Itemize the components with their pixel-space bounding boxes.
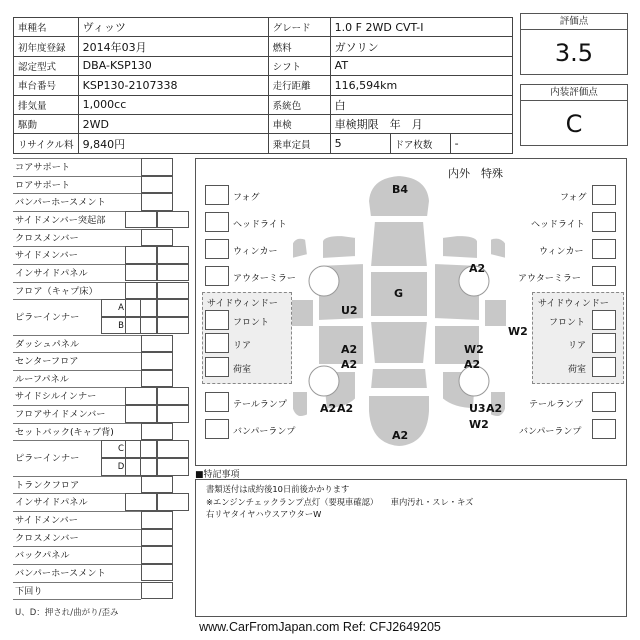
- info-key: 排気量: [14, 95, 79, 114]
- frame-part-label: トランクフロア: [13, 476, 141, 494]
- notes-title: ■特記事項: [195, 470, 240, 480]
- info-row: [14, 37, 513, 56]
- frame-check-box[interactable]: [141, 352, 173, 370]
- frame-part-label: サイドメンバー: [13, 511, 141, 529]
- info-key: 乗車定員: [268, 134, 330, 153]
- pillar-sub-label: A: [101, 299, 141, 317]
- frame-check-box[interactable]: [125, 264, 157, 282]
- info-key: 車台番号: [14, 76, 79, 95]
- info-key: 車種名: [14, 18, 79, 37]
- right-bumper-lamp-label: バンパーランプ: [519, 427, 582, 437]
- damage-hood: B4: [392, 183, 409, 196]
- info-key: 駆動: [14, 114, 79, 133]
- frame-part-label: フロア（キャプ床）: [13, 282, 141, 300]
- frame-check-box[interactable]: [141, 158, 173, 176]
- frame-part-label: ピラーインナー: [13, 299, 101, 334]
- frame-check-box[interactable]: [157, 458, 189, 476]
- interior-score-value: C: [520, 100, 628, 146]
- info-key: 系統色: [268, 95, 330, 114]
- frame-table-bottom-rule: [13, 599, 141, 600]
- damage-rear-bumper: A2: [392, 429, 409, 442]
- frame-check-box[interactable]: [141, 511, 173, 529]
- left-fog-label: フォグ: [233, 193, 260, 203]
- frame-part-label: インサイドパネル: [13, 264, 141, 282]
- score-value: 3.5: [520, 29, 628, 75]
- notes-line-3: 右リヤタイヤハウスアウターW: [206, 509, 322, 519]
- frame-check-box[interactable]: [125, 246, 157, 264]
- damage-left-mid-2: A2: [341, 358, 358, 371]
- frame-part-label: コアサポート: [13, 158, 141, 176]
- left-tail-label: テールランプ: [233, 400, 287, 410]
- right-sw-rear-label: リア: [568, 341, 587, 351]
- info-row: [14, 56, 513, 75]
- info-key: 燃料: [268, 37, 330, 56]
- left-fog-check[interactable]: [205, 185, 229, 205]
- info-key: 初年度登録: [14, 37, 79, 56]
- info-key: 走行距離: [268, 76, 330, 95]
- left-sw-front-label: フロント: [233, 318, 270, 328]
- damage-left-front-door: U2: [341, 304, 358, 317]
- right-sw-cargo-label: 荷室: [568, 365, 587, 375]
- frame-part-label: サイドメンバー突起部: [13, 211, 141, 229]
- left-sw-cargo-label: 荷室: [233, 365, 252, 375]
- frame-check-box[interactable]: [125, 493, 157, 511]
- damage-right-rear-w2: W2: [469, 418, 489, 431]
- diagram-title: 内外 特殊: [448, 167, 503, 180]
- info-row: [14, 76, 513, 95]
- left-winker-label: ウィンカー: [233, 247, 278, 257]
- frame-part-label: サイドシルインナー: [13, 387, 141, 405]
- right-bumper-lamp-check[interactable]: [592, 419, 616, 439]
- info-value: 116,594km: [330, 76, 512, 95]
- info-row: [14, 134, 513, 153]
- right-sw-front-check[interactable]: [592, 310, 616, 330]
- notes-box: [195, 479, 627, 617]
- left-bumper-lamp-check[interactable]: [205, 419, 229, 439]
- left-sw-cargo-check[interactable]: [205, 357, 229, 377]
- left-sw-front-check[interactable]: [205, 310, 229, 330]
- left-tail-check[interactable]: [205, 392, 229, 412]
- frame-check-box[interactable]: [141, 529, 173, 547]
- left-headlight-check[interactable]: [205, 212, 229, 232]
- frame-check-box[interactable]: [125, 211, 157, 229]
- frame-check-box[interactable]: [141, 335, 173, 353]
- frame-part-label: フロアサイドメンバー: [13, 405, 141, 423]
- frame-check-box[interactable]: [157, 264, 189, 282]
- frame-check-box[interactable]: [141, 582, 173, 600]
- frame-check-box[interactable]: [157, 405, 189, 423]
- score-label: 評価点: [520, 13, 628, 30]
- info-value: AT: [330, 56, 512, 75]
- frame-check-box[interactable]: [157, 317, 189, 335]
- frame-part-label: バンパーホースメント: [13, 193, 141, 211]
- info-value: DBA-KSP130: [78, 56, 268, 75]
- frame-part-label: 下回り: [13, 582, 141, 600]
- right-headlight-check[interactable]: [592, 212, 616, 232]
- info-row: [14, 95, 513, 114]
- frame-part-label: ピラーインナー: [13, 440, 101, 475]
- info-value: 5: [330, 134, 390, 153]
- frame-part-label: セットバック(キャブ背): [13, 423, 141, 441]
- damage-right-mid-1: W2: [464, 343, 484, 356]
- interior-score-label: 内装評価点: [520, 84, 628, 101]
- frame-check-box[interactable]: [157, 387, 189, 405]
- frame-check-box[interactable]: [157, 282, 189, 300]
- frame-part-label: バックパネル: [13, 546, 141, 564]
- right-winker-check[interactable]: [592, 239, 616, 259]
- info-row: [14, 114, 513, 133]
- info-key: 車検: [268, 114, 330, 133]
- left-side-window-title: サイドウィンドー: [207, 299, 278, 309]
- frame-part-label: インサイドパネル: [13, 493, 141, 511]
- right-mirror-label: アウターミラー: [518, 274, 581, 284]
- notes-line-2: ※エンジンチェックランプ点灯（要現車確認） 車内汚れ・スレ・キズ: [206, 496, 474, 507]
- damage-right-front-fender: A2: [469, 262, 486, 275]
- info-key: シフト: [268, 56, 330, 75]
- frame-check-box[interactable]: [157, 211, 189, 229]
- info-value: 車検期限 年 月: [330, 114, 512, 133]
- frame-check-box[interactable]: [141, 193, 173, 211]
- info-key: リサイクル料: [14, 134, 79, 153]
- frame-check-box[interactable]: [141, 370, 173, 388]
- pillar-sub-label: B: [101, 317, 141, 335]
- door-count-value: -: [450, 134, 512, 153]
- frame-check-box[interactable]: [141, 423, 173, 441]
- left-mirror-label: アウターミラー: [233, 274, 296, 284]
- info-value: 2WD: [78, 114, 268, 133]
- info-key: 認定型式: [14, 56, 79, 75]
- info-value: 1,000cc: [78, 95, 268, 114]
- frame-check-box[interactable]: [125, 387, 157, 405]
- frame-check-box[interactable]: [125, 282, 157, 300]
- damage-left-rear-1: A2: [320, 402, 337, 415]
- frame-part-label: バンパーホースメント: [13, 564, 141, 582]
- frame-check-box[interactable]: [141, 564, 173, 582]
- frame-legend: U、D：押され/曲がり/歪み: [15, 608, 119, 618]
- frame-part-label: ロアサポート: [13, 176, 141, 194]
- left-mirror-check[interactable]: [205, 266, 229, 286]
- frame-check-box[interactable]: [141, 476, 173, 494]
- frame-check-box[interactable]: [157, 440, 189, 458]
- frame-check-box[interactable]: [125, 317, 157, 335]
- right-tail-check[interactable]: [592, 392, 616, 412]
- pillar-sub-label: D: [101, 458, 141, 476]
- frame-part-label: ルーフパネル: [13, 370, 141, 388]
- right-winker-label: ウィンカー: [539, 247, 584, 257]
- frame-check-box[interactable]: [141, 546, 173, 564]
- info-value: ガソリン: [330, 37, 512, 56]
- frame-check-box[interactable]: [157, 246, 189, 264]
- frame-part-label: クロスメンバー: [13, 229, 141, 247]
- frame-part-label: クロスメンバー: [13, 529, 141, 547]
- right-headlight-label: ヘッドライト: [531, 220, 585, 230]
- right-fog-label: フォグ: [560, 193, 587, 203]
- frame-part-label: ダッシュパネル: [13, 335, 141, 353]
- right-tail-label: テールランプ: [529, 400, 583, 410]
- left-bumper-lamp-label: バンパーランプ: [233, 427, 296, 437]
- frame-check-box[interactable]: [125, 440, 157, 458]
- info-value: KSP130-2107338: [78, 76, 268, 95]
- frame-check-box[interactable]: [125, 458, 157, 476]
- damage-left-mid-1: A2: [341, 343, 358, 356]
- frame-check-box[interactable]: [125, 299, 157, 317]
- info-value: 2014年03月: [78, 37, 268, 56]
- damage-right-front-door: W2: [508, 325, 528, 338]
- damage-right-rear-a2: A2: [486, 402, 503, 415]
- car-diagram: [195, 158, 627, 466]
- right-side-window-title: サイドウィンドー: [538, 299, 609, 309]
- damage-left-rear-2: A2: [337, 402, 354, 415]
- info-value: 白: [330, 95, 512, 114]
- info-row: [14, 18, 513, 37]
- left-headlight-label: ヘッドライト: [233, 220, 287, 230]
- left-winker-check[interactable]: [205, 239, 229, 259]
- frame-check-box[interactable]: [125, 405, 157, 423]
- notes-line-1: 書類送付は成約後10日前後かかります: [206, 484, 350, 494]
- damage-roof: G: [394, 287, 404, 300]
- info-key: グレード: [268, 18, 330, 37]
- pillar-sub-label: C: [101, 440, 141, 458]
- frame-check-box[interactable]: [157, 493, 189, 511]
- left-sw-rear-label: リア: [233, 341, 252, 351]
- right-mirror-check[interactable]: [592, 266, 616, 286]
- right-sw-rear-check[interactable]: [592, 333, 616, 353]
- info-value: ヴィッツ: [78, 18, 268, 37]
- info-value: 1.0 F 2WD CVT-I: [330, 18, 512, 37]
- damage-right-rear-u3: U3: [469, 402, 486, 415]
- frame-check-box[interactable]: [157, 299, 189, 317]
- damage-right-mid-2: A2: [464, 358, 481, 371]
- left-sw-rear-check[interactable]: [205, 333, 229, 353]
- frame-part-label: センターフロア: [13, 352, 141, 370]
- vehicle-info-table: [13, 17, 513, 154]
- footer-ref: www.CarFromJapan.com Ref: CFJ2649205: [199, 620, 441, 634]
- frame-check-box[interactable]: [141, 176, 173, 194]
- frame-part-label: サイドメンバー: [13, 246, 141, 264]
- right-sw-front-label: フロント: [549, 318, 586, 328]
- right-fog-check[interactable]: [592, 185, 616, 205]
- right-sw-cargo-check[interactable]: [592, 357, 616, 377]
- info-value: 9,840円: [78, 134, 268, 153]
- frame-check-box[interactable]: [141, 229, 173, 247]
- door-count-label: ドア枚数: [390, 134, 450, 153]
